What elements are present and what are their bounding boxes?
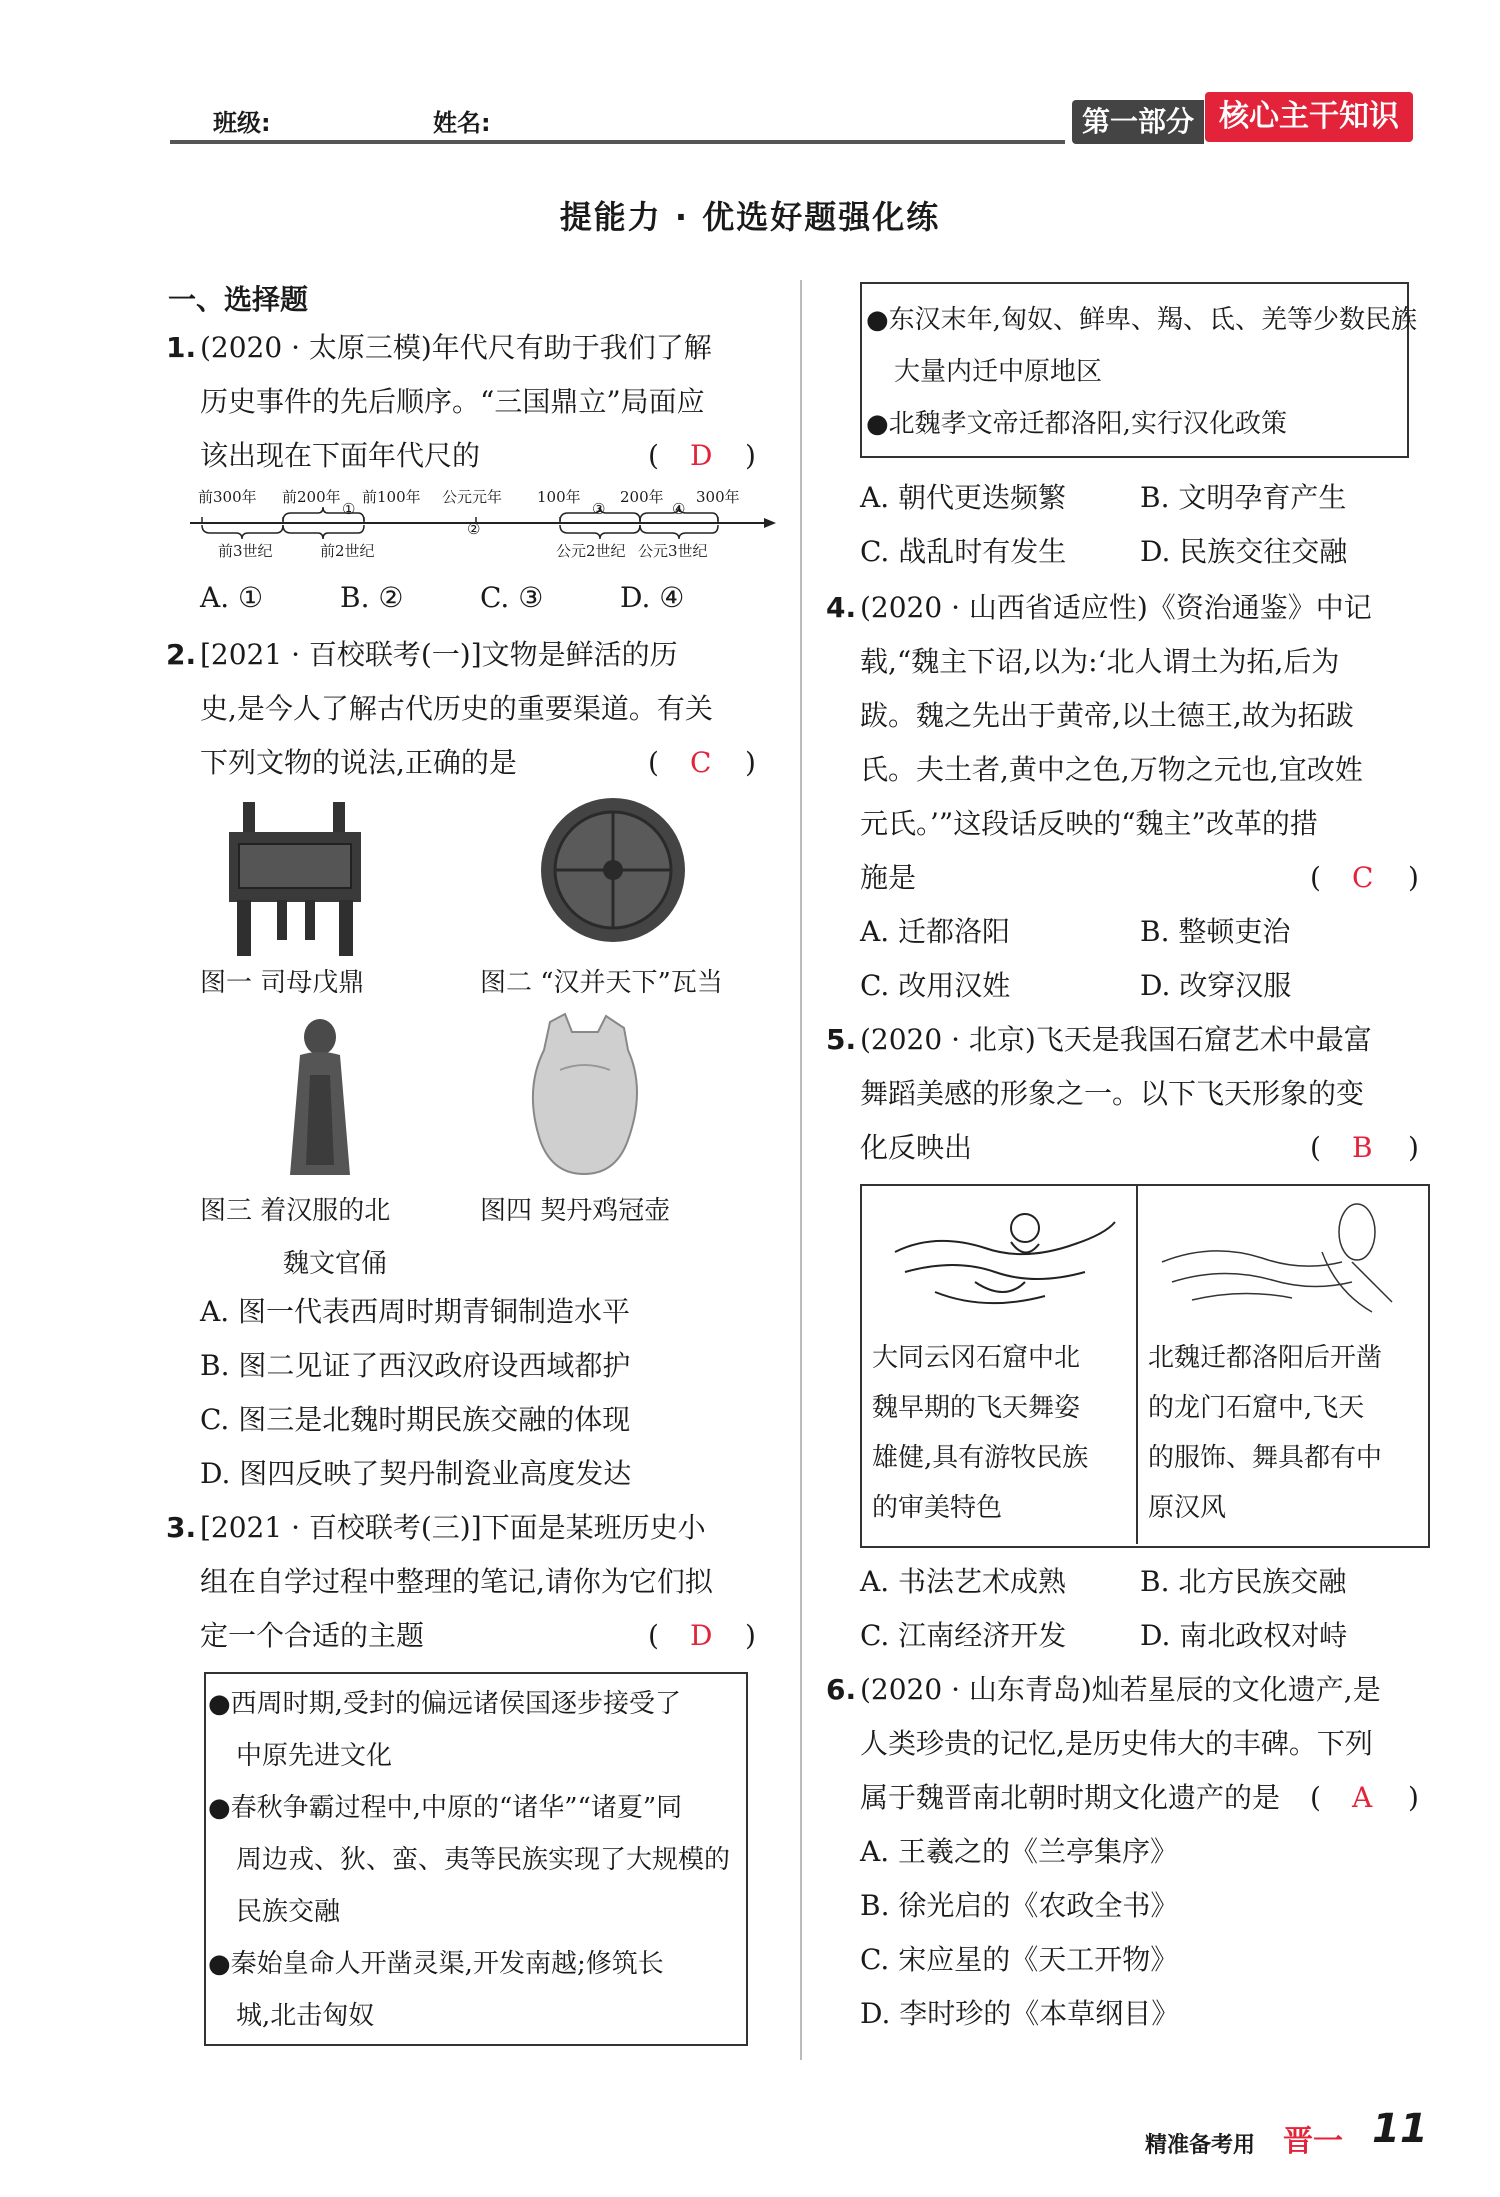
q3-note: 大量内迁中原地区 (894, 357, 1103, 387)
q4-option: A. 迁都洛阳 (860, 915, 1011, 948)
tile-end-image (538, 795, 688, 945)
timeline-label: 前100年 (362, 488, 421, 506)
q2-paren-open: ( (648, 746, 659, 779)
q2-number: 2. (166, 638, 197, 671)
q2-line: 史,是今人了解古代历史的重要渠道。有关 (200, 692, 713, 725)
page-title: 提能力 · 优选好题强化练 (559, 198, 941, 236)
q4-number: 4. (826, 591, 857, 624)
q3-note: ●春秋争霸过程中,中原的“诸华”“诸夏”同 (208, 1793, 683, 1823)
q1-option: D. ④ (620, 581, 685, 614)
q3-note: 周边戎、狄、蛮、夷等民族实现了大规模的 (236, 1845, 731, 1875)
q5-table-right-line: 的龙门石窟中,飞天 (1148, 1393, 1365, 1423)
q3-option: A. 朝代更迭频繁 (860, 481, 1067, 514)
figure-caption: 图四 契丹鸡冠壶 (480, 1196, 671, 1226)
q3-paren-open: ( (648, 1619, 659, 1652)
q3-note: ●秦始皇命人开凿灵渠,开发南越;修筑长 (208, 1949, 664, 1979)
q5-option: C. 江南经济开发 (860, 1619, 1067, 1652)
q5-table-right-line: 北魏迁都洛阳后开凿 (1148, 1343, 1383, 1373)
q5-table-left-line: 大同云冈石窟中北 (872, 1343, 1081, 1373)
q1-option: C. ③ (480, 581, 544, 614)
q2-answer: C (690, 746, 712, 779)
q4-option: D. 改穿汉服 (1140, 969, 1292, 1002)
q2-option: D. 图四反映了契丹制瓷业高度发达 (200, 1457, 632, 1490)
q5-number: 5. (826, 1023, 857, 1056)
q6-answer: A (1352, 1781, 1373, 1814)
timeline-label: 前200年 (282, 488, 341, 506)
q5-table-right-line: 的服饰、舞具都有中 (1148, 1443, 1383, 1473)
q1-option: B. ② (340, 581, 404, 614)
q6-option: C. 宋应星的《天工开物》 (860, 1943, 1179, 1976)
q1-paren-close: ) (745, 439, 756, 472)
figure-caption: 图三 着汉服的北 (200, 1196, 391, 1226)
q2-option: B. 图二见证了西汉政府设西域都护 (200, 1349, 631, 1382)
timeline-marker: ① (342, 500, 356, 518)
q5-option: B. 北方民族交融 (1140, 1565, 1347, 1598)
q3-note: ●北魏孝文帝迁都洛阳,实行汉化政策 (866, 409, 1287, 439)
q5-option: D. 南北政权对峙 (1140, 1619, 1348, 1652)
q5-table-right-line: 原汉风 (1148, 1493, 1227, 1523)
q5-paren-open: ( (1310, 1131, 1321, 1164)
official-figurine-image (280, 1015, 360, 1185)
q2-option: C. 图三是北魏时期民族交融的体现 (200, 1403, 631, 1436)
q6-line: 人类珍贵的记忆,是历史伟大的丰碑。下列 (860, 1727, 1373, 1760)
q6-line: (2020 · 山东青岛)灿若星辰的文化遗产,是 (860, 1673, 1381, 1706)
q5-line: 化反映出 (860, 1131, 973, 1164)
q4-line: 跋。魏之先出于黄帝,以土德王,故为拓跋 (860, 699, 1354, 732)
timeline-label: 前300年 (198, 488, 257, 506)
timeline-marker: ③ (592, 500, 606, 518)
q5-table-left-line: 的审美特色 (872, 1493, 1003, 1523)
q4-line: 载,“魏主下诏,以为:‘北人谓土为拓,后为 (860, 645, 1340, 678)
q5-table-left-line: 雄健,具有游牧民族 (872, 1443, 1089, 1473)
timeline-label: 公元元年 (442, 488, 503, 506)
q4-line: 施是 (860, 861, 917, 894)
q4-line: (2020 · 山西省适应性)《资治通鉴》中记 (860, 591, 1372, 624)
q3-option: C. 战乱时有发生 (860, 535, 1067, 568)
figure-caption: 图二 “汉并天下”瓦当 (480, 968, 723, 998)
q5-paren-close: ) (1408, 1131, 1419, 1164)
section-tag: 核心主干知识 (1205, 92, 1413, 142)
q4-paren-open: ( (1310, 861, 1321, 894)
q5-answer: B (1352, 1131, 1373, 1164)
q2-paren-close: ) (745, 746, 756, 779)
q5-table-left-line: 魏早期的飞天舞姿 (872, 1393, 1081, 1423)
q1-line: (2020 · 太原三模)年代尺有助于我们了解 (200, 331, 712, 364)
q1-answer: D (690, 439, 713, 472)
footer-label: 精准备考用 (1145, 2133, 1256, 2158)
q3-note: ●西周时期,受封的偏远诸侯国逐步接受了 (208, 1689, 681, 1719)
q3-option: B. 文明孕育产生 (1140, 481, 1347, 514)
figure-caption: 魏文官俑 (283, 1249, 388, 1279)
timeline-label: 公元2世纪 (556, 542, 626, 560)
timeline-label: 公元3世纪 (638, 542, 708, 560)
q6-option: D. 李时珍的《本草纲目》 (860, 1997, 1180, 2030)
ding-vessel-image (225, 800, 365, 960)
column-divider (800, 280, 802, 2060)
q6-line: 属于魏晋南北朝时期文化遗产的是 (860, 1781, 1281, 1814)
q3-note: 城,北击匈奴 (236, 2001, 375, 2031)
q6-paren-close: ) (1408, 1781, 1419, 1814)
q5-line: (2020 · 北京)飞天是我国石窟艺术中最富 (860, 1023, 1372, 1056)
q3-answer: D (690, 1619, 713, 1652)
chicken-crown-pot-image (520, 1010, 650, 1180)
page-number: 11 (1372, 2106, 1428, 2152)
q1-paren-open: ( (648, 439, 659, 472)
q2-line: [2021 · 百校联考(一)]文物是鲜活的历 (200, 638, 678, 671)
q1-line: 该出现在下面年代尺的 (200, 439, 481, 472)
q4-line: 氏。夫土者,黄中之色,万物之元也,宜改姓 (860, 753, 1363, 786)
timeline-marker: ④ (672, 500, 686, 518)
q3-note: 民族交融 (236, 1897, 341, 1927)
q4-paren-close: ) (1408, 861, 1419, 894)
timeline-marker: ② (467, 520, 481, 538)
flying-apsara-yungang-image (875, 1192, 1125, 1332)
timeline-label: 200年 (620, 488, 664, 506)
timeline-label: 前2世纪 (320, 542, 375, 560)
q3-option: D. 民族交往交融 (1140, 535, 1348, 568)
q4-answer: C (1352, 861, 1374, 894)
q3-number: 3. (166, 1511, 197, 1544)
footer-region: 晋一 (1283, 2124, 1343, 2159)
header-rule (170, 140, 1065, 144)
q6-option: B. 徐光启的《农政全书》 (860, 1889, 1179, 1922)
q2-option: A. 图一代表西周时期青铜制造水平 (200, 1295, 631, 1328)
class-label: 班级: (213, 109, 271, 137)
q6-option: A. 王羲之的《兰亭集序》 (860, 1835, 1179, 1868)
q3-line: 组在自学过程中整理的笔记,请你为它们拟 (200, 1565, 713, 1598)
q3-note: ●东汉末年,匈奴、鲜卑、羯、氐、羌等少数民族 (866, 305, 1417, 335)
q2-line: 下列文物的说法,正确的是 (200, 746, 517, 779)
q4-option: B. 整顿吏治 (1140, 915, 1291, 948)
timeline-label: 前3世纪 (218, 542, 273, 560)
q3-line: 定一个合适的主题 (200, 1619, 425, 1652)
timeline-label: 100年 (537, 488, 581, 506)
name-label: 姓名: (433, 109, 491, 137)
q1-number: 1. (166, 331, 197, 364)
q3-line: [2021 · 百校联考(三)]下面是某班历史小 (200, 1511, 706, 1544)
section-heading: 一、选择题 (168, 283, 309, 316)
q6-number: 6. (826, 1673, 857, 1706)
part-tag: 第一部分 (1072, 100, 1204, 144)
q1-line: 历史事件的先后顺序。“三国鼎立”局面应 (200, 385, 705, 418)
q6-paren-open: ( (1310, 1781, 1321, 1814)
q5-option: A. 书法艺术成熟 (860, 1565, 1067, 1598)
q5-line: 舞蹈美感的形象之一。以下飞天形象的变 (860, 1077, 1365, 1110)
q4-option: C. 改用汉姓 (860, 969, 1011, 1002)
q1-option: A. ① (200, 581, 264, 614)
q3-paren-close: ) (745, 1619, 756, 1652)
figure-caption: 图一 司母戊鼎 (200, 968, 365, 998)
flying-apsara-longmen-image (1152, 1192, 1414, 1332)
q5-table-divider (1136, 1186, 1138, 1544)
q3-note: 中原先进文化 (236, 1741, 393, 1771)
q4-line: 元氏。’”这段话反映的“魏主”改革的措 (860, 807, 1318, 840)
timeline-label: 300年 (696, 488, 740, 506)
